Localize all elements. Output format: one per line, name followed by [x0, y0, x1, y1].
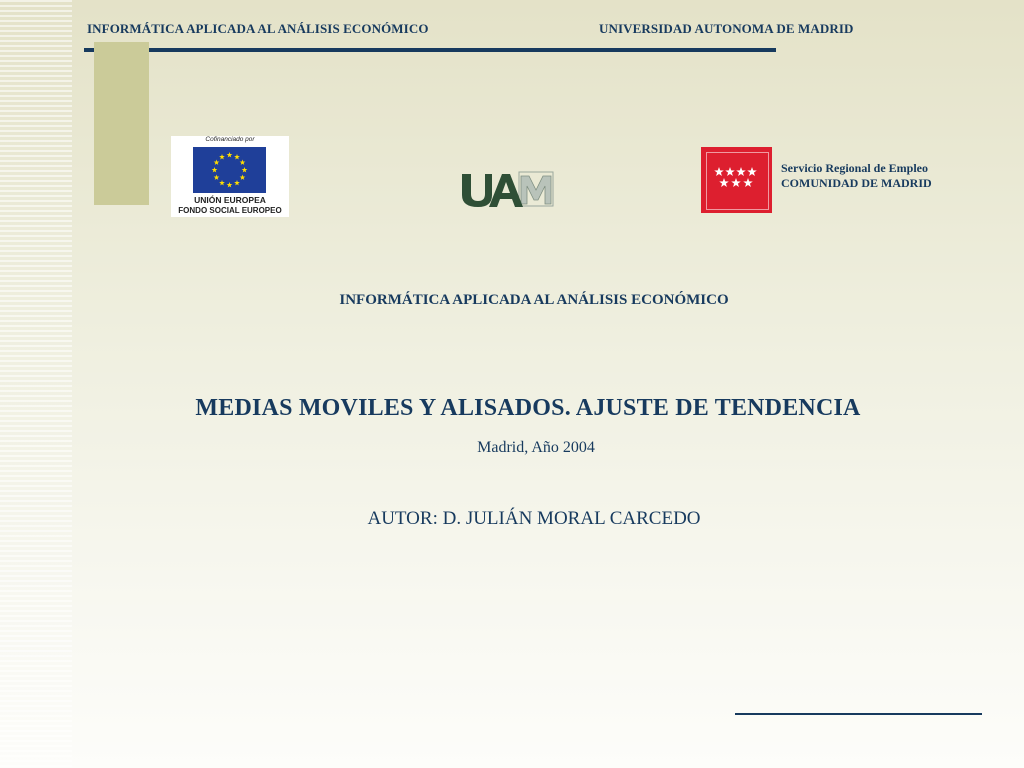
eu-fund-label: FONDO SOCIAL EUROPEO	[178, 206, 282, 215]
eu-star-icon	[214, 160, 220, 165]
madrid-star-icon	[743, 178, 753, 187]
eu-social-fund-logo	[171, 136, 289, 217]
uam-logo-graphic	[459, 168, 555, 212]
place-and-year: Madrid, Año 2004	[477, 439, 595, 456]
madrid-stars-graphic	[701, 147, 772, 213]
eu-star-icon	[219, 180, 225, 185]
eu-star-icon	[227, 152, 233, 157]
eu-star-icon	[227, 182, 233, 187]
madrid-star-icon	[714, 167, 724, 176]
eu-star-icon	[240, 160, 246, 165]
eu-star-icon	[214, 175, 220, 180]
eu-star-icon	[240, 175, 246, 180]
eu-star-icon	[219, 154, 225, 159]
course-subtitle: INFORMÁTICA APLICADA AL ANÁLISIS ECONÓMICO	[339, 292, 729, 308]
madrid-star-icon	[747, 167, 757, 176]
eu-cofinanced-label: Cofinanciado por	[205, 136, 255, 143]
eu-star-icon	[242, 167, 248, 172]
comunidad-madrid-label: COMUNIDAD DE MADRID	[781, 176, 932, 190]
employment-service-label: Servicio Regional de Empleo	[781, 161, 928, 175]
madrid-star-icon	[731, 178, 741, 187]
madrid-star-icon	[725, 167, 735, 176]
footer-divider	[735, 713, 982, 715]
eu-union-label: UNIÓN EUROPEA	[194, 195, 266, 205]
madrid-star-icon	[736, 167, 746, 176]
background-stripes	[0, 0, 72, 768]
eu-stars-graphic	[193, 147, 266, 193]
header-course-title: INFORMÁTICA APLICADA AL ANÁLISIS ECONÓMICO	[87, 21, 429, 36]
slide-title: MEDIAS MOVILES Y ALISADOS. AJUSTE DE TENDENCIA	[195, 395, 861, 421]
header-divider	[84, 48, 776, 52]
madrid-star-icon	[719, 178, 729, 187]
eu-star-icon	[234, 154, 240, 159]
eu-star-icon	[234, 180, 240, 185]
decorative-accent-block	[94, 42, 149, 205]
header-university-name: UNIVERSIDAD AUTONOMA DE MADRID	[599, 21, 854, 36]
author-line: AUTOR: D. JULIÁN MORAL CARCEDO	[367, 508, 701, 529]
comunidad-madrid-flag	[701, 147, 772, 213]
uam-logo	[459, 168, 555, 212]
eu-star-icon	[212, 167, 218, 172]
eu-flag-icon	[193, 147, 266, 193]
